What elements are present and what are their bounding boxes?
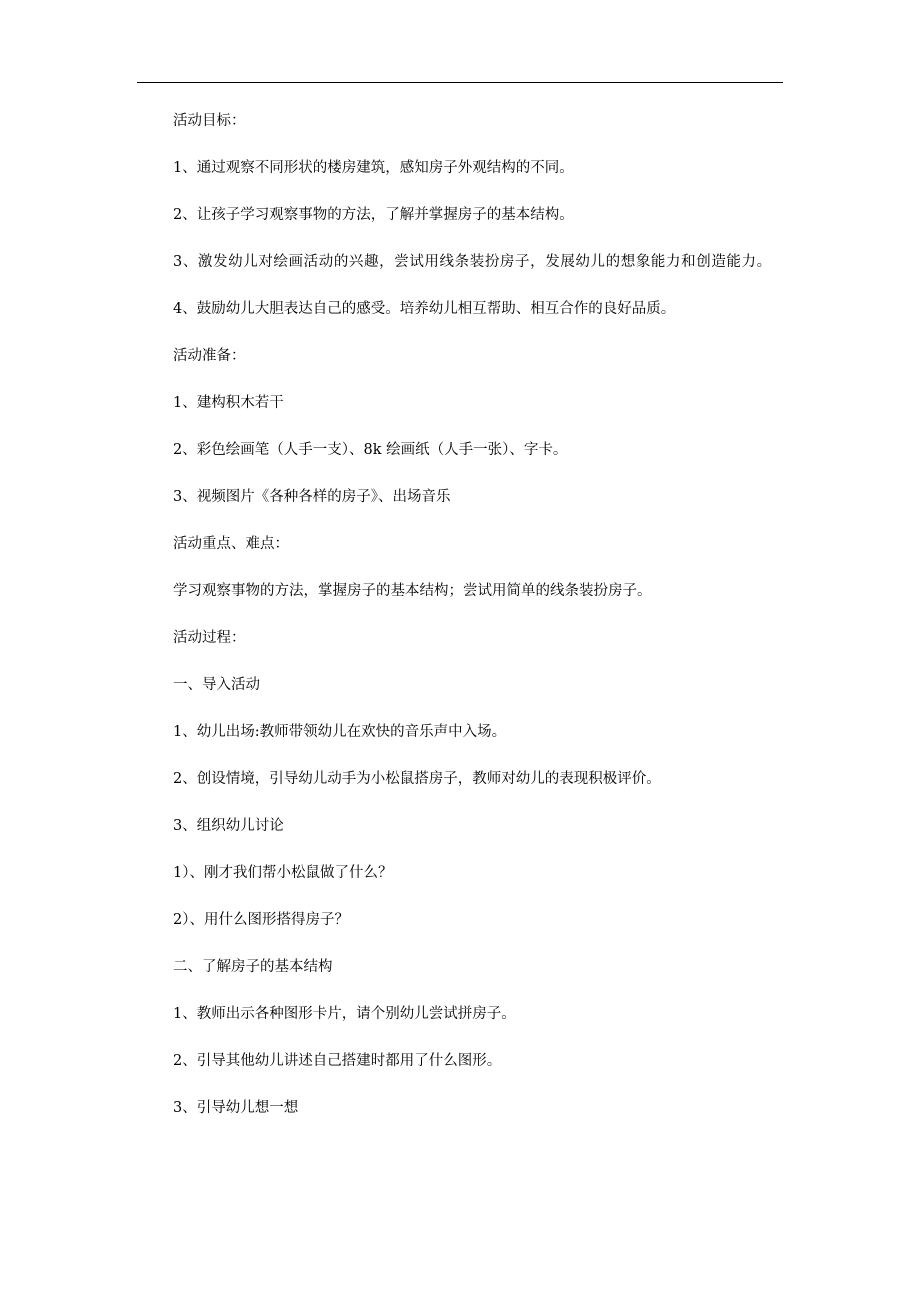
heading-activity-preparation: 活动准备： [173, 348, 246, 364]
process-step-2-1: 1、教师出示各种图形卡片，请个别幼儿尝试拼房子。 [173, 1006, 516, 1022]
process-step-2-3: 3、引导幼儿想一想 [173, 1100, 299, 1116]
goal-item-3: 3、激发幼儿对绘画活动的兴趣，尝试用线条装扮房子，发展幼儿的想象能力和创造能力。 [173, 254, 772, 270]
discussion-question-2: 2）、用什么图形搭得房子？ [173, 912, 349, 928]
goal-item-4: 4、鼓励幼儿大胆表达自己的感受。培养幼儿相互帮助、相互合作的良好品质。 [173, 301, 676, 317]
discussion-question-1: 1）、刚才我们帮小松鼠做了什么？ [173, 865, 393, 881]
header-rule [137, 82, 783, 83]
heading-activity-process: 活动过程： [173, 630, 246, 646]
preparation-item-1: 1、建构积木若干 [173, 395, 284, 411]
preparation-item-3: 3、视频图片《各种各样的房子》、出场音乐 [173, 489, 451, 505]
preparation-item-2: 2、彩色绘画笔（人手一支）、8k 绘画纸（人手一张）、字卡。 [173, 442, 568, 458]
process-step-2-2: 2、引导其他幼儿讲述自己搭建时都用了什么图形。 [173, 1053, 502, 1069]
process-step-1-1: 1、幼儿出场:教师带领幼儿在欢快的音乐声中入场。 [173, 724, 507, 740]
goal-item-2: 2、让孩子学习观察事物的方法，了解并掌握房子的基本结构。 [173, 207, 574, 223]
process-section-1: 一、导入活动 [173, 677, 260, 693]
key-points-text: 学习观察事物的方法，掌握房子的基本结构；尝试用简单的线条装扮房子。 [173, 583, 652, 599]
heading-key-points: 活动重点、难点： [173, 536, 289, 552]
heading-activity-goals: 活动目标： [173, 113, 246, 129]
goal-item-1: 1、通过观察不同形状的楼房建筑，感知房子外观结构的不同。 [173, 160, 574, 176]
process-step-1-2: 2、创设情境，引导幼儿动手为小松鼠搭房子，教师对幼儿的表现积极评价。 [173, 771, 661, 787]
process-section-2: 二、了解房子的基本结构 [173, 959, 333, 975]
document-body [137, 110, 783, 1144]
process-step-1-3: 3、组织幼儿讨论 [173, 818, 284, 834]
